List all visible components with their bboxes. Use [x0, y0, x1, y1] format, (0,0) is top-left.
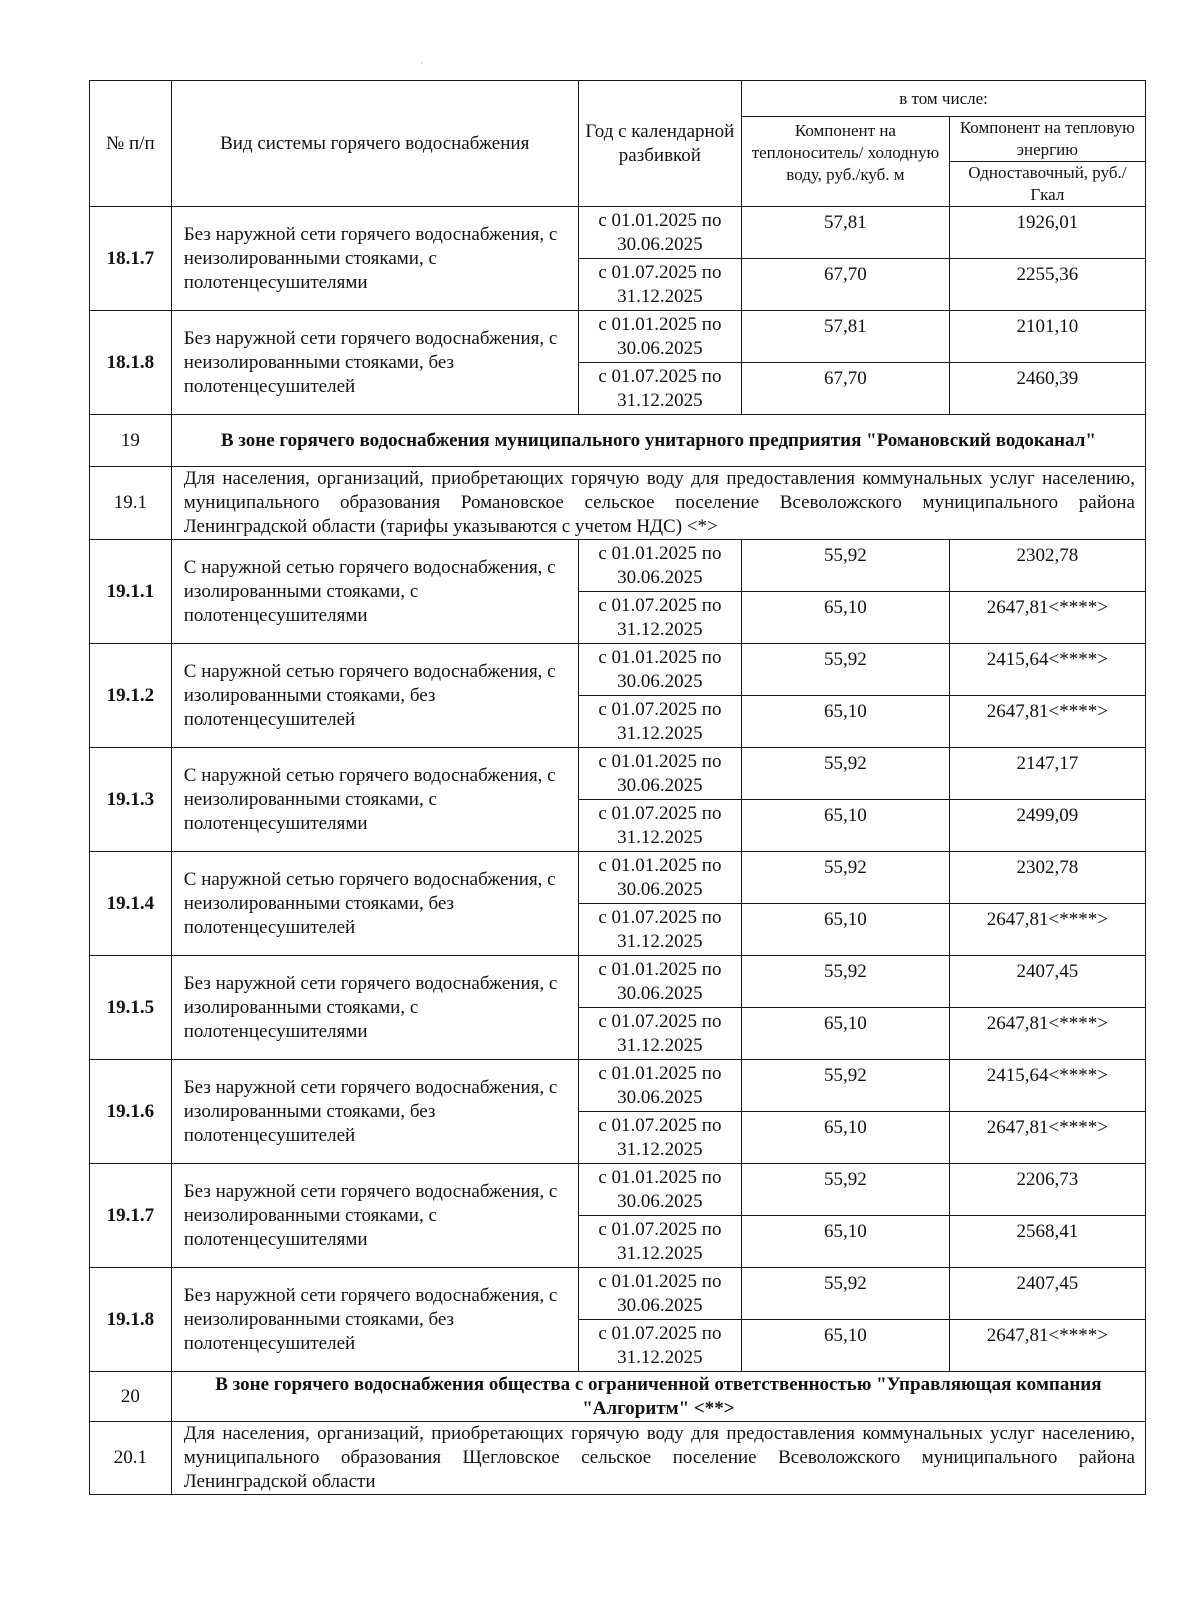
row-heat-component: 2302,78	[949, 540, 1145, 592]
row-description: Без наружной сети горячего водоснабжения, с неизолированными стояками, с полотенцесушителями	[171, 207, 578, 311]
row-heat-component: 2499,09	[949, 800, 1145, 852]
row-number: 19.1.2	[90, 644, 172, 748]
subsection-number: 20.1	[90, 1422, 172, 1495]
row-water-component: 67,70	[742, 363, 950, 415]
row-period: с 01.07.2025 по 31.12.2025	[578, 1112, 742, 1164]
row-period: с 01.07.2025 по 31.12.2025	[578, 800, 742, 852]
row-heat-component: 2647,81<****>	[949, 904, 1145, 956]
row-water-component: 65,10	[742, 1008, 950, 1060]
row-water-component: 55,92	[742, 956, 950, 1008]
table-row	[90, 1268, 1146, 1320]
table-row	[90, 1060, 1146, 1112]
row-water-component: 55,92	[742, 1060, 950, 1112]
row-period: с 01.01.2025 по 30.06.2025	[578, 1060, 742, 1112]
row-water-component: 65,10	[742, 1320, 950, 1372]
table-row	[90, 540, 1146, 592]
row-water-component: 65,10	[742, 1112, 950, 1164]
row-water-component: 55,92	[742, 1268, 950, 1320]
header-num: № п/п	[90, 81, 172, 207]
row-period: с 01.01.2025 по 30.06.2025	[578, 1164, 742, 1216]
row-description: С наружной сетью горячего водоснабжения, с изолированными стояками, с полотенцесушителями	[171, 540, 578, 644]
row-period: с 01.07.2025 по 31.12.2025	[578, 904, 742, 956]
row-description: Без наружной сети горячего водоснабжения, с неизолированными стояками, с полотенцесушителями	[171, 1164, 578, 1268]
row-number: 19.1.8	[90, 1268, 172, 1372]
row-number: 19.1.4	[90, 852, 172, 956]
header-component-heat: Компонент на тепловую энергию	[949, 117, 1145, 162]
header-year: Год с календарной разбивкой	[578, 81, 742, 207]
row-period: с 01.01.2025 по 30.06.2025	[578, 1268, 742, 1320]
row-water-component: 55,92	[742, 852, 950, 904]
row-period: с 01.01.2025 по 30.06.2025	[578, 311, 742, 363]
row-water-component: 65,10	[742, 800, 950, 852]
row-heat-component: 2255,36	[949, 259, 1145, 311]
section-number: 20	[90, 1372, 172, 1422]
table-row	[90, 644, 1146, 696]
table-row	[90, 207, 1146, 259]
row-period: с 01.07.2025 по 31.12.2025	[578, 1216, 742, 1268]
header-row-1	[90, 81, 1146, 117]
row-description: Без наружной сети горячего водоснабжения, с изолированными стояками, без полотенцесушителей	[171, 1060, 578, 1164]
subsection-row	[90, 467, 1146, 540]
row-number: 19.1.5	[90, 956, 172, 1060]
table-row	[90, 852, 1146, 904]
header-system-type: Вид системы горячего водоснабжения	[171, 81, 578, 207]
tariff-table	[89, 80, 1146, 1495]
row-water-component: 55,92	[742, 540, 950, 592]
row-period: с 01.07.2025 по 31.12.2025	[578, 1320, 742, 1372]
row-number: 19.1.1	[90, 540, 172, 644]
scan-speck: ·	[420, 58, 423, 68]
row-water-component: 55,92	[742, 644, 950, 696]
row-heat-component: 1926,01	[949, 207, 1145, 259]
section-row	[90, 1372, 1146, 1422]
table-row	[90, 748, 1146, 800]
row-period: с 01.07.2025 по 31.12.2025	[578, 1008, 742, 1060]
row-description: С наружной сетью горячего водоснабжения, с изолированными стояками, без полотенцесушителей	[171, 644, 578, 748]
row-number: 19.1.6	[90, 1060, 172, 1164]
row-heat-component: 2302,78	[949, 852, 1145, 904]
subsection-text: Для населения, организаций, приобретающих горячую воду для предоставления коммунальных услуг населению, муниципального образования Щегловское сельское поселение Всеволожского муниципального района Ленинградской области	[171, 1422, 1145, 1495]
row-period: с 01.01.2025 по 30.06.2025	[578, 852, 742, 904]
row-heat-component: 2460,39	[949, 363, 1145, 415]
section-title: В зоне горячего водоснабжения общества с ограниченной ответственностью "Управляющая компания "Алгоритм" <**>	[171, 1372, 1145, 1422]
header-single-rate: Одноставочный, руб./Гкал	[949, 162, 1145, 207]
row-description: С наружной сетью горячего водоснабжения, с неизолированными стояками, с полотенцесушителями	[171, 748, 578, 852]
row-period: с 01.01.2025 по 30.06.2025	[578, 540, 742, 592]
row-water-component: 67,70	[742, 259, 950, 311]
row-heat-component: 2647,81<****>	[949, 696, 1145, 748]
row-water-component: 55,92	[742, 1164, 950, 1216]
row-description: Без наружной сети горячего водоснабжения, с неизолированными стояками, без полотенцесушителей	[171, 311, 578, 415]
row-heat-component: 2407,45	[949, 1268, 1145, 1320]
row-number: 19.1.3	[90, 748, 172, 852]
row-period: с 01.07.2025 по 31.12.2025	[578, 259, 742, 311]
header-including: в том числе:	[742, 81, 1146, 117]
row-heat-component: 2407,45	[949, 956, 1145, 1008]
row-heat-component: 2415,64<****>	[949, 1060, 1145, 1112]
row-water-component: 65,10	[742, 696, 950, 748]
row-number: 19.1.7	[90, 1164, 172, 1268]
section-number: 19	[90, 415, 172, 467]
header-component-water: Компонент на теплоноситель/ холодную воду, руб./куб. м	[742, 117, 950, 207]
table-row	[90, 956, 1146, 1008]
row-description: Без наружной сети горячего водоснабжения, с неизолированными стояками, без полотенцесушителей	[171, 1268, 578, 1372]
section-title: В зоне горячего водоснабжения муниципального унитарного предприятия "Романовский водоканал"	[171, 415, 1145, 467]
row-water-component: 65,10	[742, 1216, 950, 1268]
subsection-number: 19.1	[90, 467, 172, 540]
table-row	[90, 1164, 1146, 1216]
row-period: с 01.01.2025 по 30.06.2025	[578, 644, 742, 696]
row-period: с 01.07.2025 по 31.12.2025	[578, 696, 742, 748]
row-heat-component: 2206,73	[949, 1164, 1145, 1216]
table-row	[90, 311, 1146, 363]
row-period: с 01.07.2025 по 31.12.2025	[578, 363, 742, 415]
row-heat-component: 2101,10	[949, 311, 1145, 363]
row-water-component: 55,92	[742, 748, 950, 800]
section-row	[90, 415, 1146, 467]
row-number: 18.1.8	[90, 311, 172, 415]
row-heat-component: 2647,81<****>	[949, 1112, 1145, 1164]
row-heat-component: 2147,17	[949, 748, 1145, 800]
row-heat-component: 2647,81<****>	[949, 1008, 1145, 1060]
subsection-row	[90, 1422, 1146, 1495]
row-period: с 01.07.2025 по 31.12.2025	[578, 592, 742, 644]
row-description: Без наружной сети горячего водоснабжения, с изолированными стояками, с полотенцесушителями	[171, 956, 578, 1060]
row-period: с 01.01.2025 по 30.06.2025	[578, 207, 742, 259]
row-water-component: 57,81	[742, 207, 950, 259]
row-water-component: 65,10	[742, 592, 950, 644]
row-period: с 01.01.2025 по 30.06.2025	[578, 956, 742, 1008]
row-period: с 01.01.2025 по 30.06.2025	[578, 748, 742, 800]
row-number: 18.1.7	[90, 207, 172, 311]
row-water-component: 57,81	[742, 311, 950, 363]
row-water-component: 65,10	[742, 904, 950, 956]
row-heat-component: 2568,41	[949, 1216, 1145, 1268]
row-description: С наружной сетью горячего водоснабжения, с неизолированными стояками, без полотенцесушителей	[171, 852, 578, 956]
row-heat-component: 2415,64<****>	[949, 644, 1145, 696]
row-heat-component: 2647,81<****>	[949, 1320, 1145, 1372]
subsection-text: Для населения, организаций, приобретающих горячую воду для предоставления коммунальных услуг населению, муниципального образования Романовское сельское поселение Всеволожского муниципального района Ленинградской области (тарифы указываются с учетом НДС) <*>	[171, 467, 1145, 540]
row-heat-component: 2647,81<****>	[949, 592, 1145, 644]
